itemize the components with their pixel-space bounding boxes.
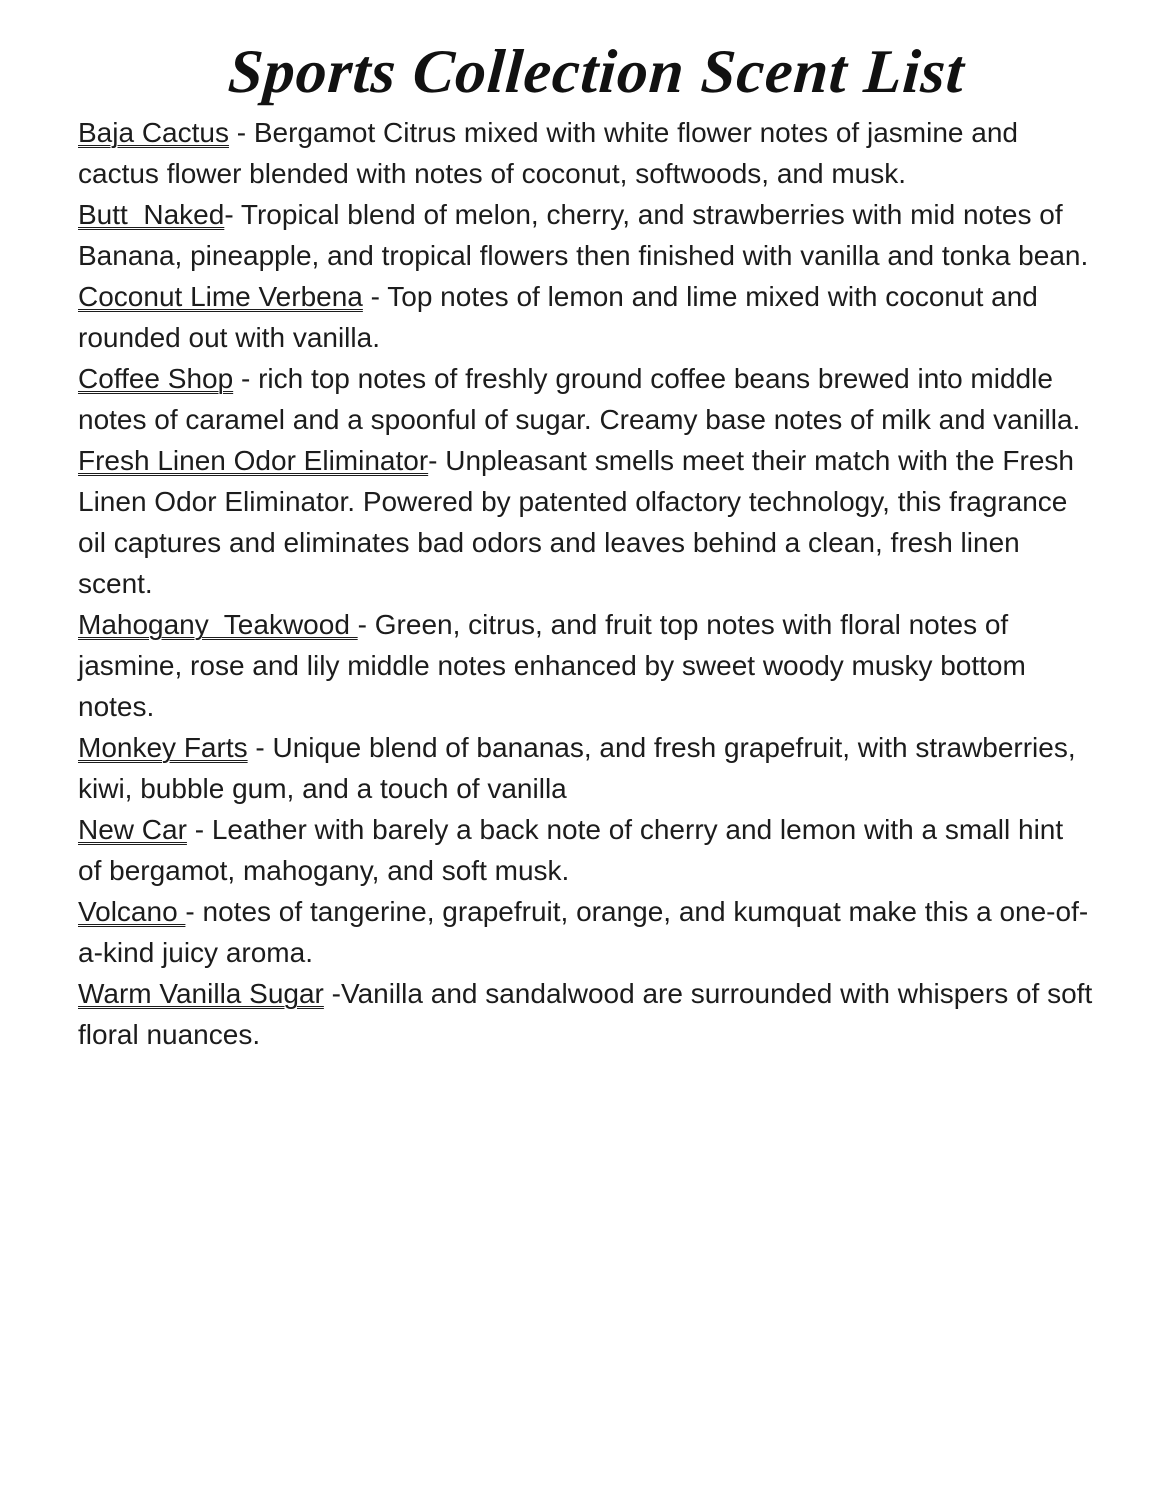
scent-entry — [78, 276, 1094, 358]
scent-entry — [78, 809, 1094, 891]
scent-separator: - — [185, 896, 203, 928]
scent-name: Coconut Lime Verbena — [78, 281, 363, 313]
scent-name: Warm Vanilla Sugar — [78, 978, 324, 1010]
scent-name: Coffee Shop — [78, 363, 234, 395]
scent-description: Top notes of lemon and lime mixed with coconut and rounded out with vanilla. — [78, 281, 1046, 354]
scent-name: New Car — [78, 814, 187, 846]
scent-separator: - — [224, 199, 241, 231]
scent-description: Vanilla and sandalwood are surrounded with whispers of soft floral nuances. — [78, 978, 1101, 1051]
page-title: Sports Collection Scent List — [226, 38, 967, 106]
scent-entry — [78, 727, 1094, 809]
scent-name: Monkey Farts — [78, 732, 248, 764]
scent-entry — [78, 358, 1094, 440]
scent-separator: - — [323, 978, 341, 1010]
scent-description: Unpleasant smells meet their match with the Fresh Linen Odor Eliminator. Powered by patented olfactory technology, this fragrance oil captures and eliminates bad odors and leaves behind a clean, fresh linen scent. — [78, 445, 1082, 600]
scent-description: rich top notes of freshly ground coffee beans brewed into middle notes of caramel and a spoonful of sugar. Creamy base notes of milk and vanilla. — [78, 363, 1081, 436]
scent-separator: - — [233, 363, 259, 395]
scent-description: Leather with barely a back note of cherry and lemon with a small hint of bergamot, mahogany, and soft musk. — [78, 814, 1071, 887]
scent-separator: - — [357, 609, 375, 641]
scent-entry — [78, 112, 1094, 194]
scent-entry — [78, 194, 1094, 276]
scent-entry — [78, 604, 1094, 727]
scent-description: Bergamot Citrus mixed with white flower notes of jasmine and cactus flower blended with notes of coconut, softwoods, and musk. — [78, 117, 1026, 190]
scent-description: Unique blend of bananas, and fresh grapefruit, with strawberries, kiwi, bubble gum, and a touch of vanilla — [78, 732, 1084, 805]
scent-name: Butt Naked — [78, 199, 225, 231]
scent-entry — [78, 891, 1094, 973]
scent-description: notes of tangerine, grapefruit, orange, and kumquat make this a one-of-a-kind juicy aroma. — [78, 896, 1089, 969]
scent-name: Baja Cactus — [78, 117, 229, 149]
scent-entry — [78, 440, 1094, 604]
scent-separator: - — [428, 445, 446, 477]
scent-separator: - — [228, 117, 254, 149]
scent-separator: - — [362, 281, 388, 313]
scent-description: Green, citrus, and fruit top notes with floral notes of jasmine, rose and lily middle notes enhanced by sweet woody musky bottom notes. — [78, 609, 1034, 723]
scent-entry — [78, 973, 1101, 1055]
scent-description: Tropical blend of melon, cherry, and strawberries with mid notes of Banana, pineapple, and tropical flowers then finished with vanilla and tonka bean. — [78, 199, 1089, 272]
scent-separator: - — [186, 814, 212, 846]
scent-entries — [78, 112, 1101, 1055]
scent-name: Mahogany Teakwood — [78, 609, 358, 641]
scent-name: Volcano — [78, 896, 186, 928]
scent-name: Fresh Linen Odor Eliminator — [78, 445, 429, 477]
scent-separator: - — [247, 732, 273, 764]
